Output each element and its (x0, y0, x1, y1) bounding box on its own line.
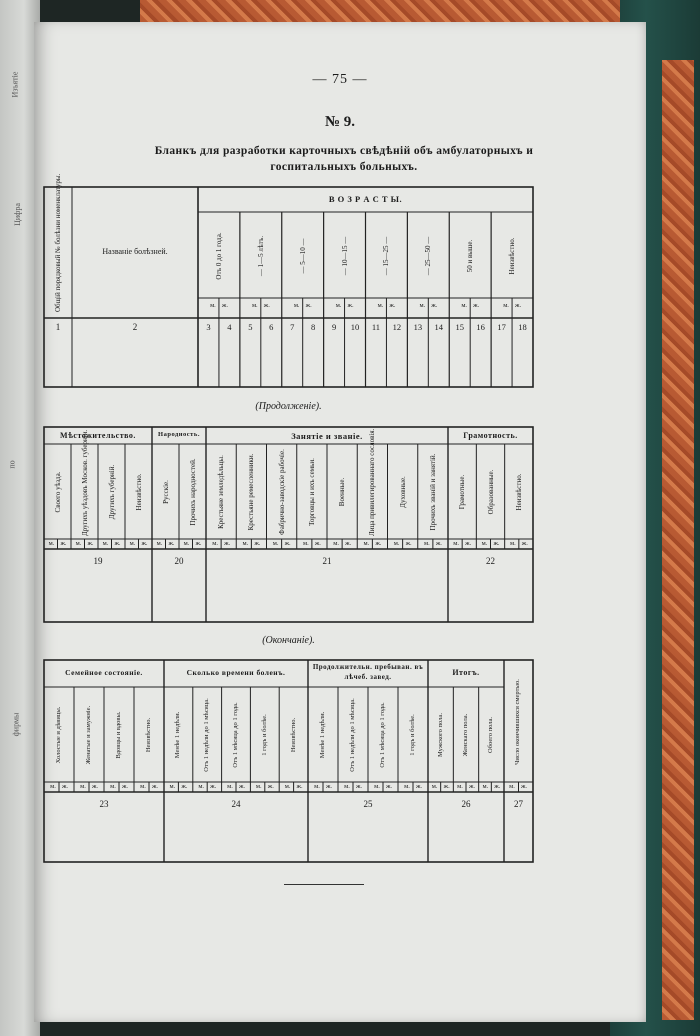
illness-3-male: м. (255, 783, 262, 790)
illness-4-female: ж. (296, 783, 303, 790)
residence-0-female: ж. (60, 540, 67, 547)
nationality-column-0: Русскіе. (161, 480, 170, 504)
column-number: 16 (476, 322, 485, 332)
nationality-column-1: Прочихъ народностей. (188, 458, 197, 526)
literacy-0-male: м. (453, 540, 460, 547)
age-6-male: м. (461, 302, 468, 309)
column-number: 3 (206, 322, 211, 332)
illness-1-male: м. (198, 783, 205, 790)
illness-1-female: ж. (210, 783, 217, 790)
nationality-0-male: м. (156, 540, 163, 547)
occupation-4-male: м. (333, 540, 339, 547)
literacy-1-female: ж. (493, 540, 500, 547)
group-family-status: Семейное состояніе. (65, 668, 143, 677)
column-number: 12 (392, 322, 402, 332)
literacy-2-male: м. (509, 540, 516, 547)
column-deaths: Число окончившихся смертью. (514, 679, 521, 765)
column-number: 6 (269, 322, 274, 332)
deaths-male: м. (509, 783, 515, 790)
stay-column-3: 1 годъ и болѣе. (409, 714, 416, 756)
total-2-female: ж. (494, 783, 501, 790)
group-residence: Мѣстожительство. (60, 431, 136, 440)
residence-1-female: ж. (87, 540, 94, 547)
residence-column-3: Неизвѣстно. (134, 473, 143, 511)
nationality-0-female: ж. (168, 540, 175, 547)
residence-1-male: м. (75, 540, 82, 547)
column-number: 8 (311, 322, 316, 332)
stay-1-male: м. (344, 783, 350, 790)
column-number: 10 (350, 322, 360, 332)
stay-column-0: Менѣе 1 недѣли. (319, 711, 326, 759)
cover-edge-pattern (662, 60, 694, 1020)
age-1-male: м. (251, 302, 258, 309)
column-number: 7 (290, 322, 295, 332)
column-number: 14 (434, 322, 444, 332)
total-column-2: Обоего пола. (487, 717, 495, 753)
section-number: 22 (486, 556, 495, 566)
total-column-0: Мужского пола. (436, 713, 444, 757)
illness-column-4: Неизвѣстно. (289, 717, 297, 753)
group-illness-duration: Сколько времени боленъ. (186, 668, 286, 677)
nationality-1-male: м. (183, 540, 190, 547)
section-number: 23 (99, 799, 109, 809)
residence-3-male: м. (129, 540, 136, 547)
footer-rule (284, 884, 364, 885)
illness-0-male: м. (169, 783, 176, 790)
occupation-7-male: м. (424, 540, 430, 547)
literacy-column-1: Образованные. (486, 469, 495, 515)
family-column-2: Вдовцы и вдовы. (115, 711, 122, 759)
stay-2-female: ж. (385, 783, 393, 790)
book-page (34, 22, 646, 1022)
stay-3-female: ж. (415, 783, 423, 790)
age-2-female: ж. (305, 302, 312, 309)
illness-column-1: Отъ 1 недѣли до 1 мѣсяца. (203, 698, 211, 772)
residence-2-male: м. (102, 540, 109, 547)
left-page-fragment: фирмы (11, 712, 21, 737)
total-1-female: ж. (468, 783, 476, 790)
family-column-0: Холостые и дѣвицы. (55, 706, 62, 764)
literacy-1-male: м. (481, 540, 488, 547)
age-column-6: 50 и выше. (466, 239, 475, 273)
occupation-2-female: ж. (284, 540, 291, 547)
section-number: 26 (461, 799, 471, 809)
column-number: 15 (455, 322, 464, 332)
total-2-male: м. (482, 783, 489, 790)
continuation-caption: (Продолженіе). (255, 401, 322, 412)
section-number: 19 (93, 556, 103, 566)
age-7-male: м. (503, 302, 509, 309)
age-5-male: м. (419, 302, 426, 309)
family-1-female: ж. (91, 783, 99, 790)
illness-column-0: Менѣе 1 недѣли. (174, 711, 182, 759)
literacy-column-2: Неизвѣстно. (514, 473, 523, 511)
age-3-female: ж. (347, 302, 354, 309)
occupation-0-male: м. (212, 540, 218, 547)
family-column-3: Неизвѣстно. (145, 717, 152, 753)
occupation-column-4: Военные. (338, 477, 347, 507)
age-column-2: — 5—10 — (298, 238, 307, 274)
age-6-female: ж. (473, 302, 480, 309)
stay-column-2: Отъ 1 мѣсяца до 1 года. (379, 702, 386, 768)
page-number: — 75 — (312, 72, 368, 87)
section-number: 20 (174, 556, 184, 566)
cover-top-pattern (140, 0, 620, 22)
column-number: 5 (248, 322, 253, 332)
section-number: 25 (363, 799, 373, 809)
occupation-column-7: Прочихъ званій и занятій. (428, 453, 437, 531)
total-0-female: ж. (443, 783, 450, 790)
ending-caption: (Окончаніе). (262, 635, 315, 646)
residence-0-male: м. (48, 540, 55, 547)
occupation-1-female: ж. (254, 540, 261, 547)
occupation-column-6: Духовные. (398, 476, 407, 508)
left-page-fragment: по (7, 460, 17, 469)
age-4-female: ж. (389, 302, 396, 309)
age-column-4: — 15—25 — (382, 236, 391, 276)
residence-2-female: ж. (114, 540, 121, 547)
family-column-1: Женатые и замужніе. (85, 705, 92, 765)
age-5-female: ж. (431, 302, 438, 309)
occupation-5-male: м. (363, 540, 370, 547)
stay-2-male: м. (374, 783, 380, 790)
group-hospital-stay: Продолжительн. пребыван. въ лѣчеб. завед. (312, 663, 424, 681)
age-column-1: — 1—5 лѣтъ. (256, 235, 265, 277)
occupation-6-female: ж. (405, 540, 412, 547)
residence-column-2: Другихъ губерній. (107, 464, 116, 520)
section-number: 21 (322, 556, 332, 566)
age-2-male: м. (293, 302, 300, 309)
section-number: 24 (231, 799, 241, 809)
occupation-6-male: м. (393, 540, 400, 547)
occupation-1-male: м. (242, 540, 249, 547)
age-column-7: Неизвѣстно. (508, 237, 517, 275)
residence-column-0: Своего уѣзда. (53, 471, 62, 513)
literacy-0-female: ж. (465, 540, 472, 547)
family-0-male: м. (50, 783, 56, 790)
occupation-4-female: ж. (345, 540, 352, 547)
column-number: 2 (132, 322, 138, 332)
group-occupation: Занятіе и званіе. (291, 431, 363, 441)
group-total: Итогъ. (452, 668, 480, 677)
family-2-female: ж. (121, 783, 129, 790)
illness-4-male: м. (284, 783, 291, 790)
stay-0-female: ж. (325, 783, 333, 790)
age-column-5: — 25—50 — (424, 236, 433, 276)
occupation-7-female: ж. (435, 540, 442, 547)
stay-3-male: м. (404, 783, 410, 790)
illness-2-male: м. (227, 783, 233, 790)
group-literacy: Грамотность. (463, 431, 518, 440)
occupation-2-male: м. (272, 540, 279, 547)
occupation-3-male: м. (303, 540, 309, 547)
age-1-female: ж. (263, 302, 270, 309)
illness-2-female: ж. (238, 783, 246, 790)
total-0-male: м. (431, 783, 438, 790)
family-2-male: м. (110, 783, 116, 790)
family-0-female: ж. (61, 783, 69, 790)
illness-0-female: ж. (181, 783, 188, 790)
illness-column-3: 1 годъ и болѣе. (260, 714, 268, 756)
occupation-column-1: Крестьяне ремесленники. (247, 453, 256, 531)
residence-column-1: Другихъ уѣздовъ Москов. губерніи. (80, 429, 89, 536)
left-page-fragment: Изъятіе (10, 71, 20, 98)
age-7-female: ж. (515, 302, 522, 309)
age-column-0: Отъ 0 до 1 года. (214, 232, 223, 280)
age-0-female: ж. (221, 302, 228, 309)
family-3-male: м. (140, 783, 146, 790)
occupation-3-female: ж. (314, 540, 321, 547)
nationality-1-female: ж. (195, 540, 202, 547)
stay-column-1: Отъ 1 недѣли до 1 мѣсяца. (349, 698, 356, 772)
column-number: 4 (227, 322, 232, 332)
occupation-0-female: ж. (224, 540, 231, 547)
column-number: 18 (518, 322, 527, 332)
column-number: 17 (497, 322, 506, 332)
deaths-female: ж. (520, 783, 528, 790)
literacy-2-female: ж. (521, 540, 528, 547)
literacy-column-0: Грамотные. (458, 474, 467, 510)
column-order-number: Общій порядковый № болѣзни номенклатуры. (54, 173, 62, 312)
occupation-column-2: Фабрично-заводскіе рабочіе. (277, 449, 286, 535)
ages-header: В О З Р А С Т Ы. (328, 194, 403, 204)
occupation-column-5: Лица привилегированнаго сословія. (368, 428, 377, 536)
column-number: 1 (55, 322, 61, 332)
column-number: 11 (371, 322, 381, 332)
illness-column-2: Отъ 1 мѣсяца до 1 года. (232, 702, 239, 768)
column-disease-name: Названіе болѣзней. (102, 247, 168, 256)
section-number: 27 (514, 799, 523, 809)
form-title: Бланкъ для разработки карточныхъ свѣдѣній объ амбулаторныхъ и госпитальныхъ больныхъ. (154, 145, 534, 173)
age-3-male: м. (335, 302, 342, 309)
family-3-female: ж. (151, 783, 159, 790)
column-number: 13 (413, 322, 423, 332)
total-1-male: м. (457, 783, 463, 790)
age-0-male: м. (210, 302, 216, 309)
occupation-column-3: Торговцы и ихъ семьи. (307, 458, 316, 526)
form-number: № 9. (324, 114, 356, 130)
stay-1-female: ж. (355, 783, 363, 790)
left-page-fragment: Цифра (12, 203, 22, 226)
family-1-male: м. (80, 783, 86, 790)
group-nationality: Народность. (158, 431, 200, 438)
residence-3-female: ж. (141, 540, 148, 547)
illness-3-female: ж. (267, 783, 274, 790)
stay-0-male: м. (314, 783, 320, 790)
age-column-3: — 10—15 — (340, 236, 349, 276)
total-column-1: Женскаго пола. (462, 713, 469, 757)
column-number: 9 (331, 322, 337, 332)
occupation-column-0: Крестьяне земледѣльцы. (217, 455, 226, 529)
age-4-male: м. (377, 302, 384, 309)
occupation-5-female: ж. (375, 540, 382, 547)
